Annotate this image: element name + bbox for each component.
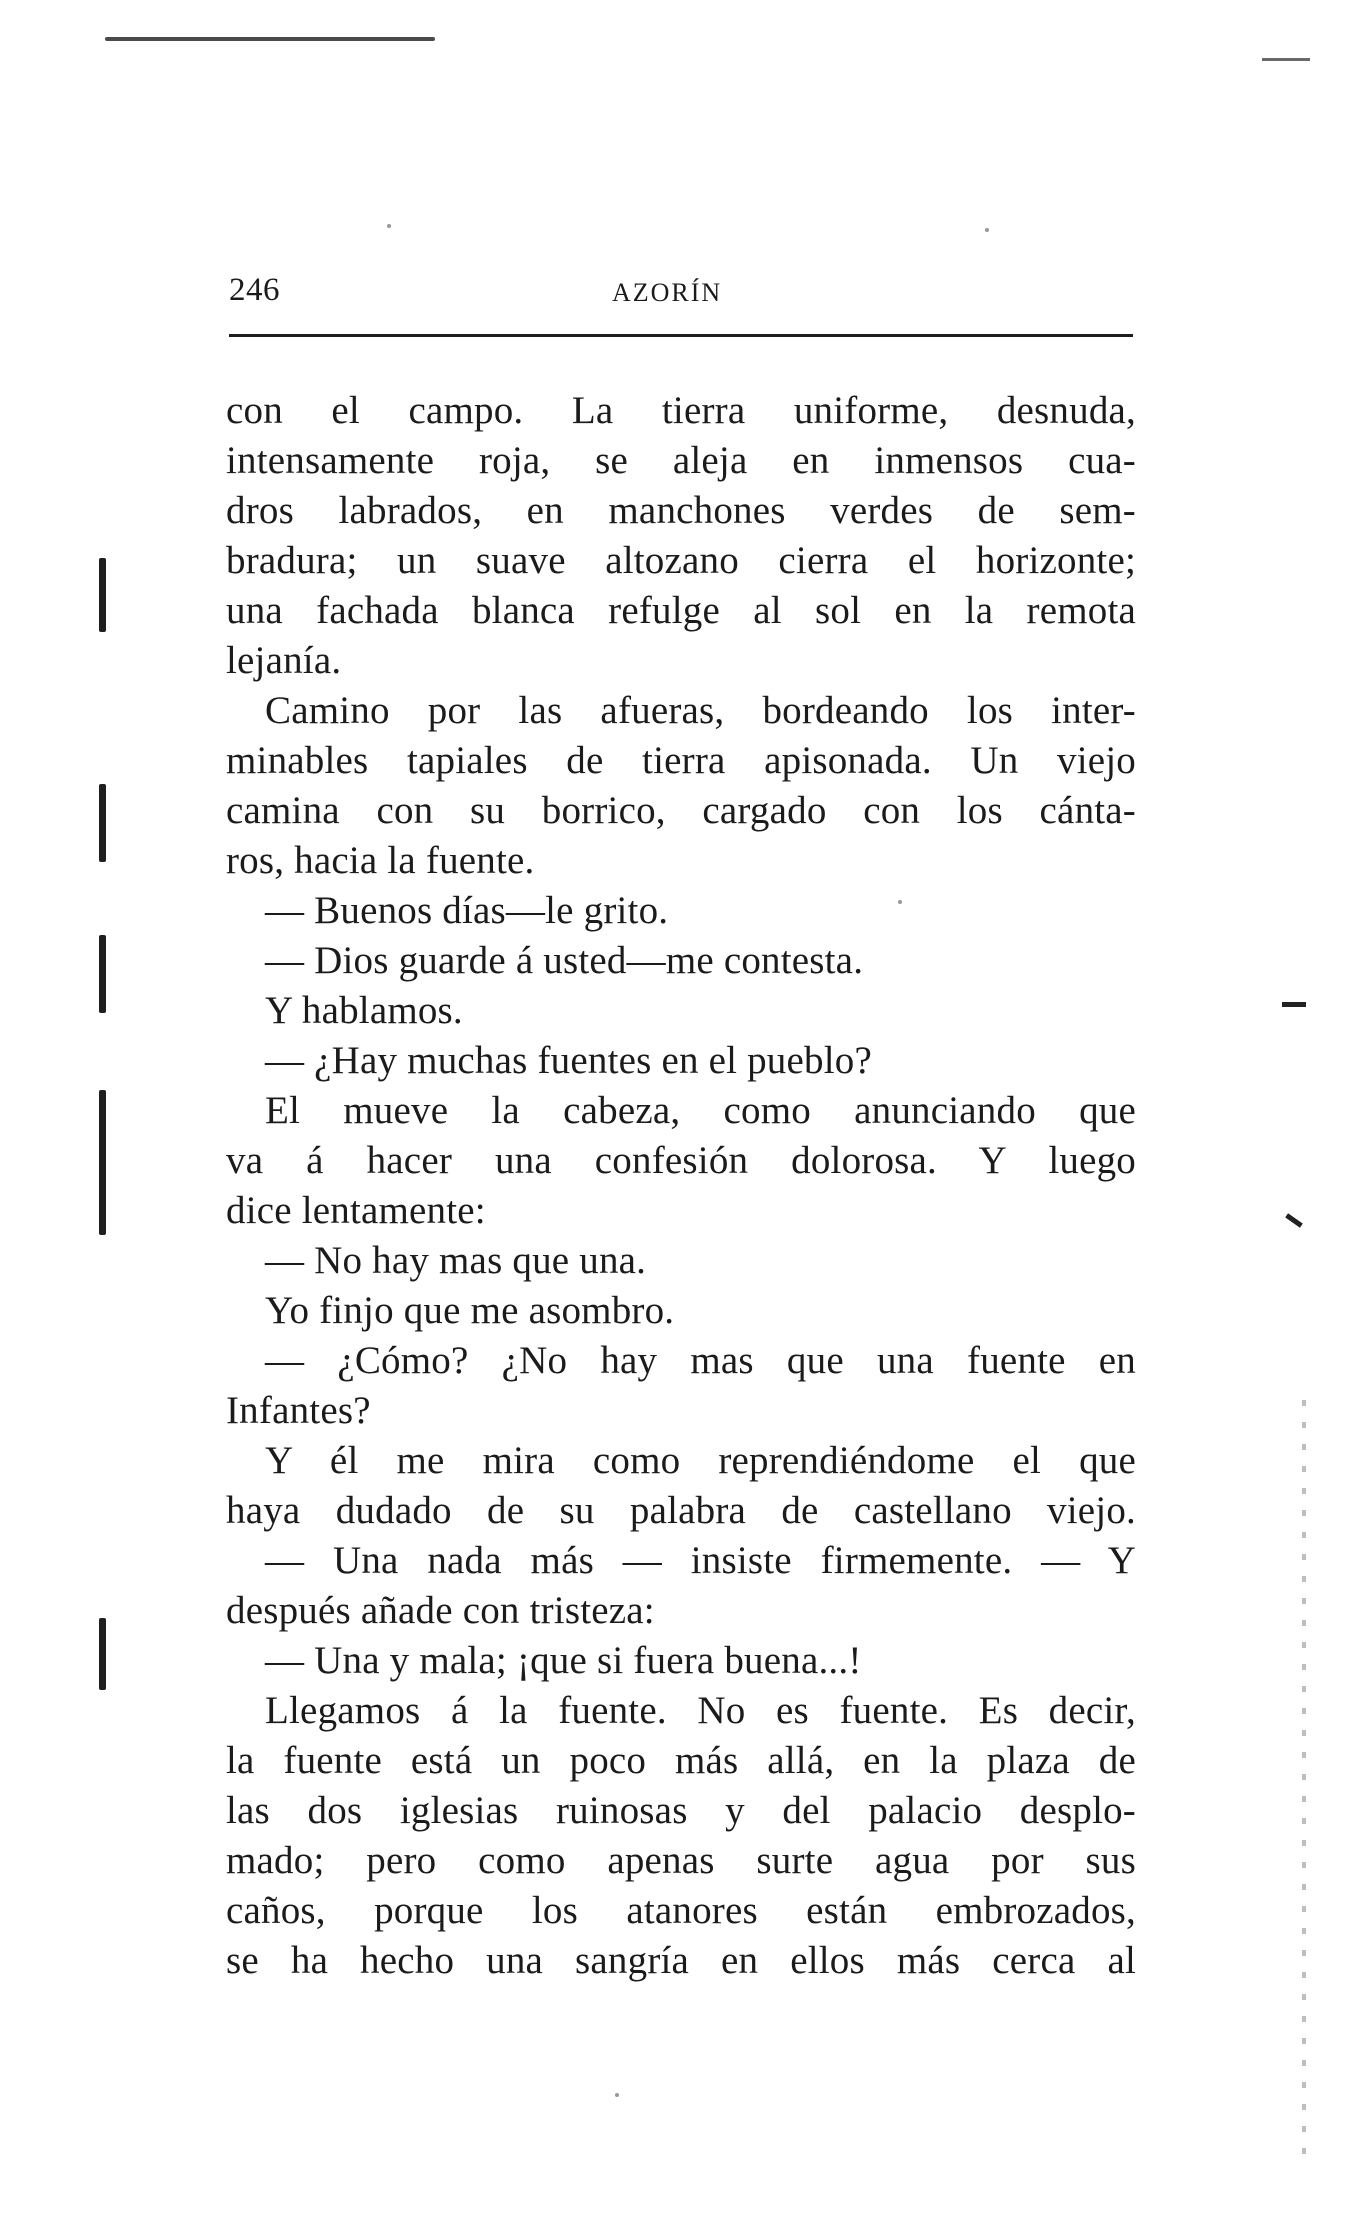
margin-mark xyxy=(99,1090,106,1235)
scan-speck xyxy=(387,224,391,228)
margin-mark xyxy=(99,935,106,1013)
margin-mark xyxy=(99,558,106,632)
text-line: caños, porque los atanores están embrozados, xyxy=(226,1889,1136,1932)
text-line: dice lentamente: xyxy=(226,1189,486,1232)
text-line: El mueve la cabeza, como anunciando que xyxy=(265,1089,1136,1132)
text-line: Yo finjo que me asombro. xyxy=(265,1289,675,1332)
text-line: intensamente roja, se aleja en inmensos cua- xyxy=(226,439,1136,482)
header-rule xyxy=(229,334,1133,337)
text-line: — Una nada más — insiste firmemente. — Y xyxy=(265,1539,1136,1582)
text-line: camina con su borrico, cargado con los cánta- xyxy=(226,789,1136,832)
body-text xyxy=(226,386,1136,1986)
text-line: después añade con tristeza: xyxy=(226,1589,655,1632)
text-line: con el campo. La tierra uniforme, desnuda, xyxy=(226,389,1136,432)
text-line: se ha hecho una sangría en ellos más cerca al xyxy=(226,1939,1136,1982)
text-line: minables tapiales de tierra apisonada. Un viejo xyxy=(226,739,1136,782)
page-number: 246 xyxy=(229,272,280,308)
text-line: dros labrados, en manchones verdes de sem- xyxy=(226,489,1136,532)
text-line: mado; pero como apenas surte agua por sus xyxy=(226,1839,1136,1882)
text-line: — Buenos días—le grito. xyxy=(265,889,669,932)
text-line: las dos iglesias ruinosas y del palacio desplo- xyxy=(226,1789,1136,1832)
text-line: la fuente está un poco más allá, en la plaza de xyxy=(226,1739,1136,1782)
text-line: bradura; un suave altozano cierra el horizonte; xyxy=(226,539,1136,582)
scan-artifact-top-left xyxy=(105,37,435,41)
margin-mark xyxy=(1282,1002,1306,1007)
running-head-author: AZORÍN xyxy=(612,278,723,307)
text-line: una fachada blanca refulge al sol en la remota xyxy=(226,589,1136,632)
text-line: Y él me mira como reprendiéndome el que xyxy=(265,1439,1136,1482)
margin-mark xyxy=(99,784,106,862)
page-edge-artifact xyxy=(1302,1400,1306,2160)
text-line: — No hay mas que una. xyxy=(265,1239,647,1282)
scan-artifact-top-right xyxy=(1262,58,1310,61)
text-line: Camino por las afueras, bordeando los inter- xyxy=(265,689,1136,732)
margin-mark xyxy=(99,1618,106,1690)
text-line: haya dudado de su palabra de castellano viejo. xyxy=(226,1489,1136,1532)
text-line: — ¿Hay muchas fuentes en el pueblo? xyxy=(265,1039,872,1082)
text-line: Infantes? xyxy=(226,1389,371,1432)
text-line: Llegamos á la fuente. No es fuente. Es decir, xyxy=(265,1689,1136,1732)
scan-speck xyxy=(615,2093,619,2097)
text-line: ros, hacia la fuente. xyxy=(226,839,535,882)
text-line: Y hablamos. xyxy=(265,989,463,1032)
scan-speck xyxy=(985,228,989,232)
text-line: — ¿Cómo? ¿No hay mas que una fuente en xyxy=(265,1339,1136,1382)
margin-mark xyxy=(1285,1213,1303,1227)
text-line: — Dios guarde á usted—me contesta. xyxy=(265,939,864,982)
text-line: va á hacer una confesión dolorosa. Y luego xyxy=(226,1139,1136,1182)
text-line: lejanía. xyxy=(226,639,342,682)
text-line: — Una y mala; ¡que si fuera buena...! xyxy=(265,1639,862,1682)
